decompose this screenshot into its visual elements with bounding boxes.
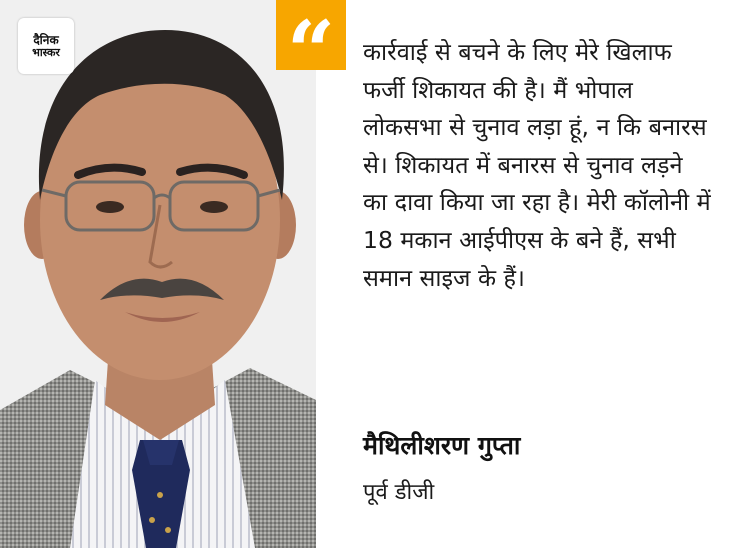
portrait-photo bbox=[0, 0, 316, 548]
quote-text: कार्रवाई से बचने के लिए मेरे खिलाफ फर्जी शिकायत की है। मैं भोपाल लोकसभा से चुनाव लड़ा हूं, न कि बनारस से। शिकायत में बनारस से चुनाव लड़ने का दावा किया जा रहा है। मेरी कॉलोनी में 18 मकान आईपीएस के बने हैं, सभी समान साइज के हैं। bbox=[363, 38, 711, 292]
author-title: पूर्व डीजी bbox=[363, 480, 435, 505]
author-name: मैथिलीशरण गुप्ता bbox=[363, 431, 521, 460]
logo-line-1: दैनिक bbox=[33, 32, 59, 47]
quote-mark-icon bbox=[276, 0, 346, 101]
dainik-bhaskar-logo bbox=[18, 18, 74, 74]
logo-line-2: भास्कर bbox=[32, 45, 60, 59]
quote-mark-glyph: “ bbox=[286, 2, 336, 101]
